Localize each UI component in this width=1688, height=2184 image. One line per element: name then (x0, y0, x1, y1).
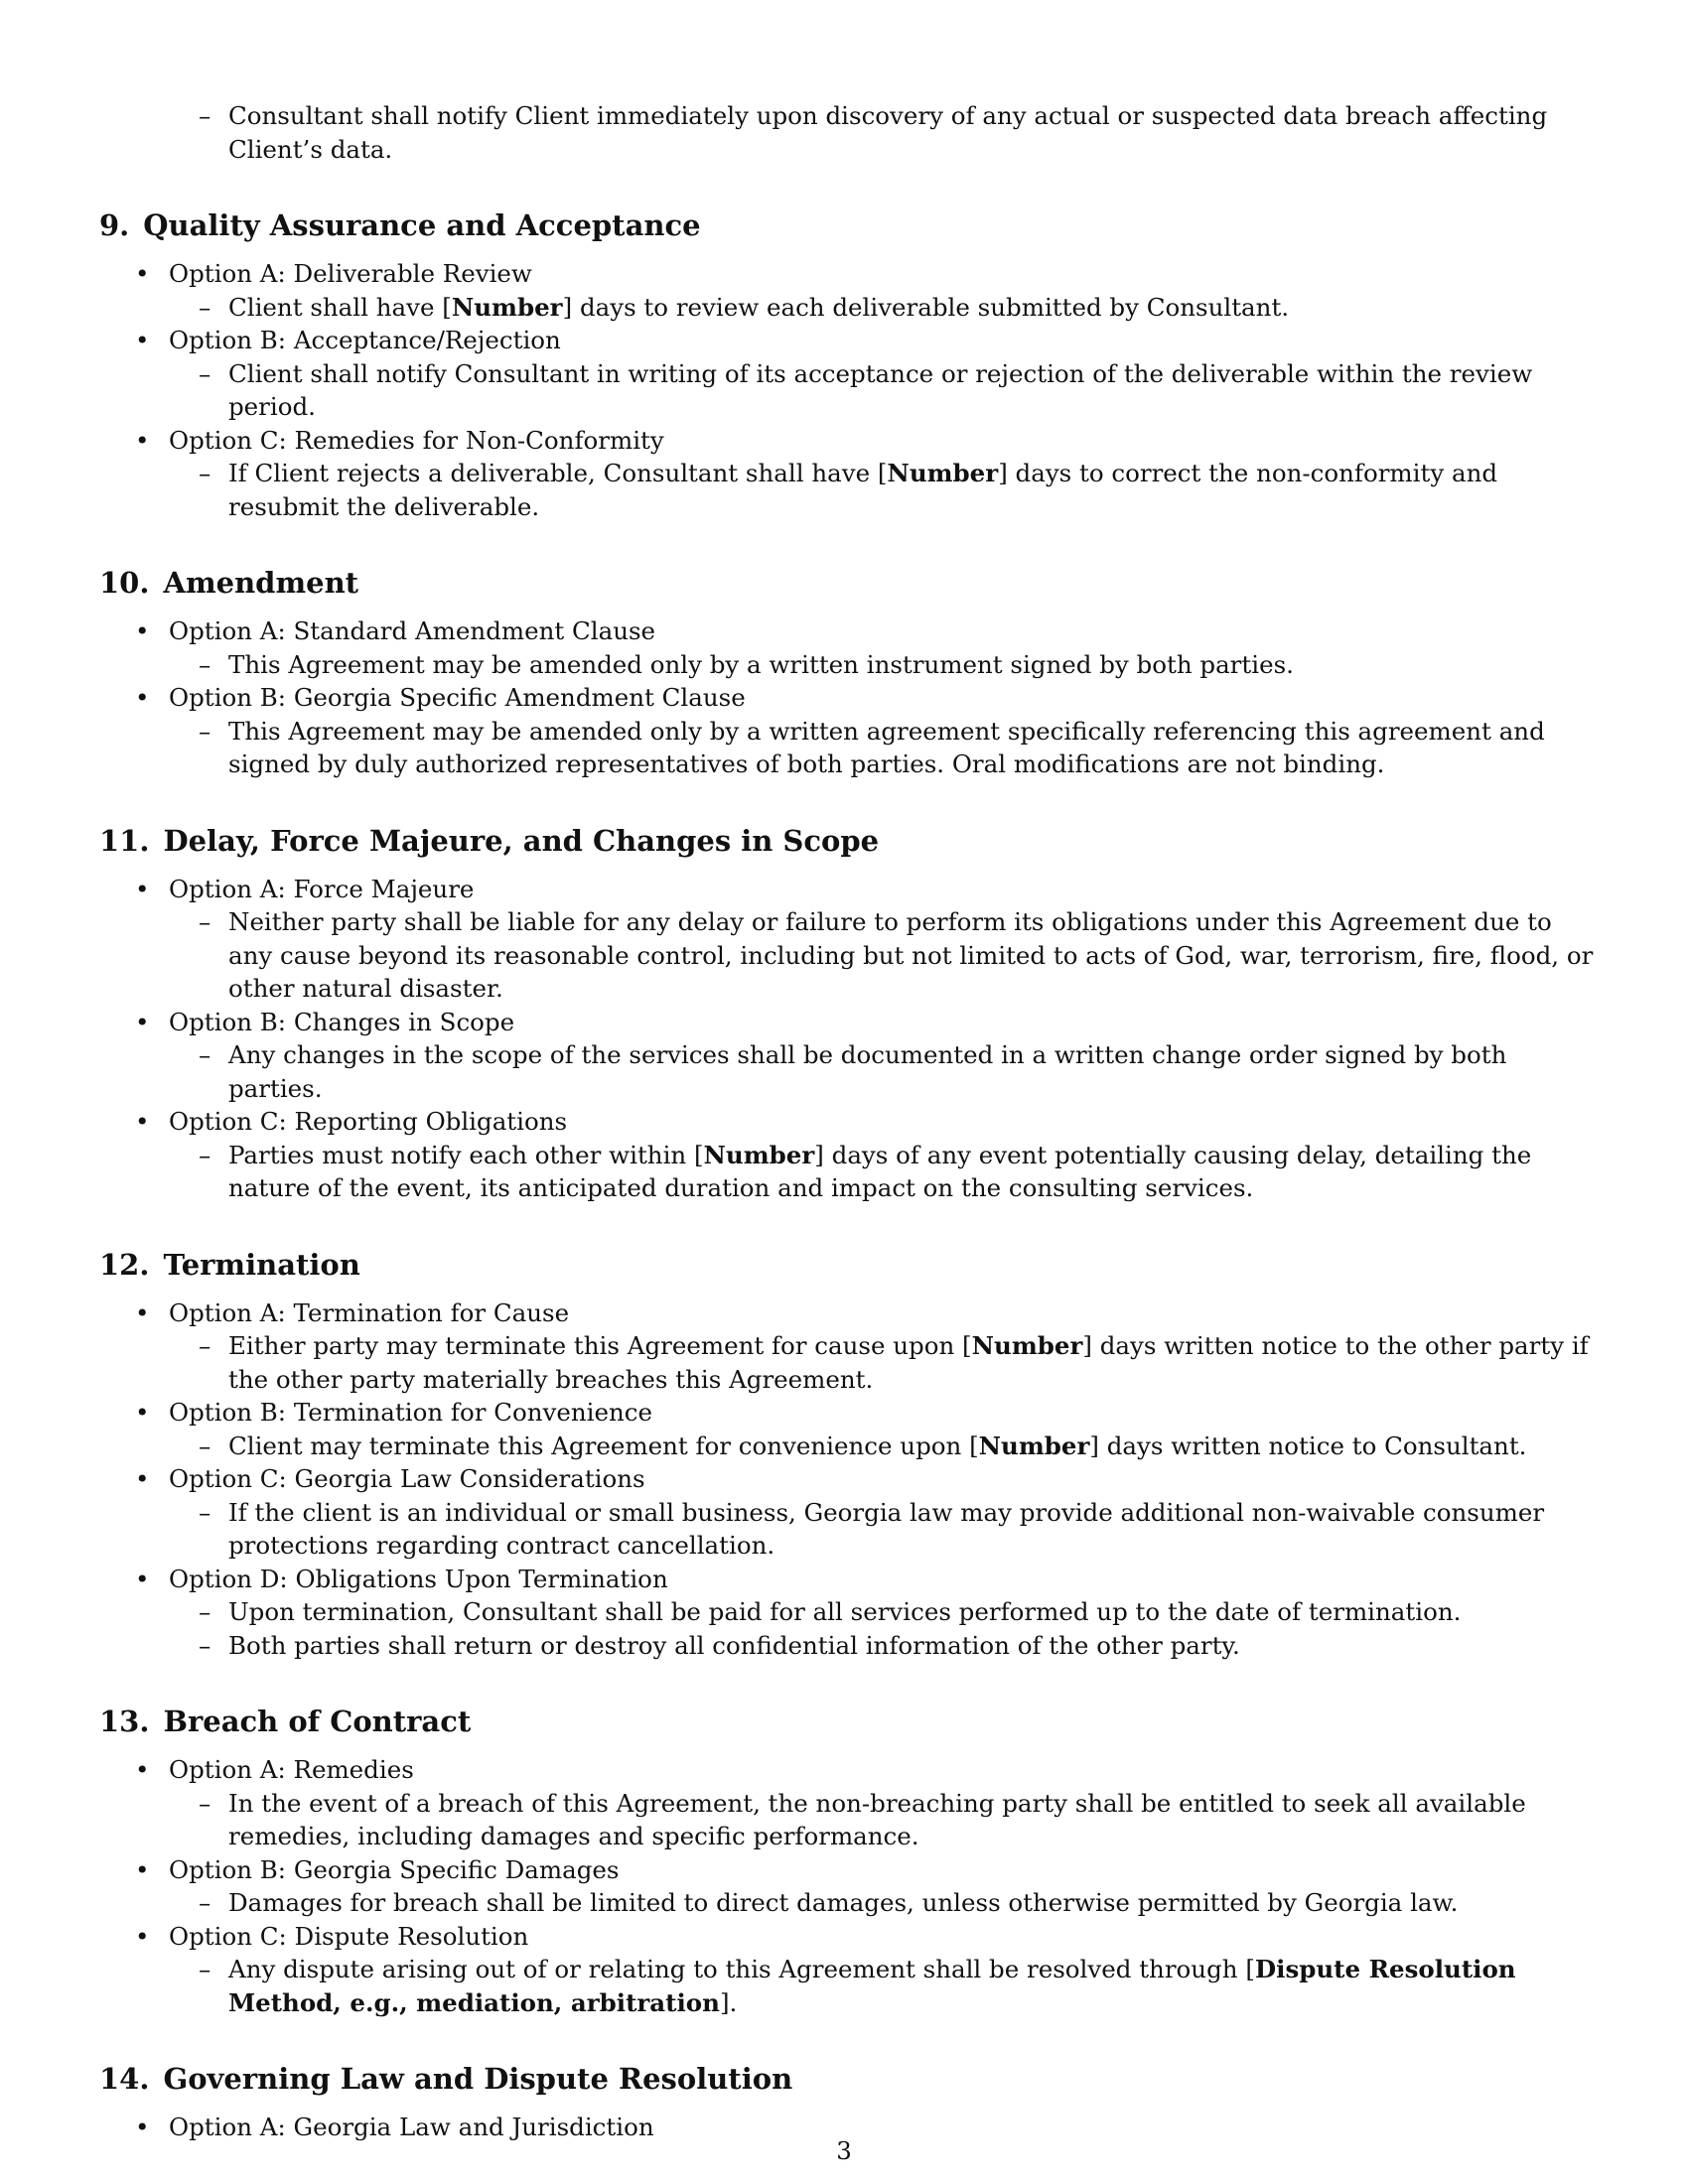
clause-item (169, 291, 1599, 325)
clause-list (169, 457, 1599, 523)
clause-text: Upon termination, Consultant shall be paid for all services performed up to the date of termination. (228, 1597, 1462, 1626)
dash-marker: – (199, 1497, 211, 1527)
clause-text: Parties must notify each other within [ (228, 1140, 704, 1169)
option-label: • Option B: Changes in Scope (169, 1007, 515, 1036)
option-item (99, 1462, 1599, 1563)
option-label: • Option A: Standard Amendment Clause (169, 616, 656, 645)
clause-list (169, 357, 1599, 424)
option-label: • Option B: Termination for Convenience (169, 1398, 652, 1427)
section-heading (99, 1704, 1599, 1739)
dash-marker: – (199, 716, 211, 746)
option-item (99, 1920, 1599, 2020)
clause-item (169, 905, 1599, 1006)
clause-list (169, 905, 1599, 1006)
option-item (99, 324, 1599, 424)
clause-text-continued: ] days to review each deliverable submitted by Consultant. (562, 292, 1290, 322)
option-list (99, 614, 1599, 781)
placeholder-field: Number (451, 292, 563, 322)
clause-text-continued: ]. (719, 1987, 738, 2017)
option-item (99, 1297, 1599, 1397)
clause-item (169, 648, 1599, 682)
list-item (169, 99, 1599, 166)
section-spacer (99, 1662, 1599, 1704)
clause-text: Client shall notify Consultant in writing of its acceptance or rejection of the deliverable within the review period. (228, 358, 1533, 421)
section-title: Quality Assurance and Acceptance (143, 208, 701, 242)
clause-list (169, 1953, 1599, 2019)
clause-list (169, 648, 1599, 682)
option-label: • Option B: Georgia Specific Amendment Clause (169, 683, 746, 712)
dash-marker: – (199, 649, 211, 679)
option-label: • Option C: Remedies for Non-Conformity (169, 425, 664, 455)
clause-item (169, 357, 1599, 424)
clause-text-continued: ] days written notice to Consultant. (1089, 1431, 1527, 1460)
section-number: 10. (99, 566, 150, 600)
option-label: • Option C: Dispute Resolution (169, 1921, 529, 1951)
clause-text: Both parties shall return or destroy all confidential information of the other party. (228, 1630, 1240, 1660)
clause-text-continued: ] days written notice to the other party if the other party materially breaches this Agreement. (228, 1331, 1589, 1394)
option-list (99, 257, 1599, 523)
clause-text: Client shall have [ (228, 292, 452, 322)
clause-list (169, 1496, 1599, 1563)
dash-marker: – (199, 292, 211, 322)
section-spacer (99, 2019, 1599, 2061)
option-label: • Option A: Georgia Law and Jurisdiction (169, 2113, 654, 2141)
clause-item (169, 457, 1599, 523)
section-spacer (99, 1205, 1599, 1247)
clause-list (169, 1430, 1599, 1463)
dash-marker: – (199, 1955, 211, 1983)
section-heading (99, 823, 1599, 859)
dash-marker: – (199, 1788, 211, 1818)
clause-item (169, 1629, 1599, 1663)
dash-marker: – (199, 459, 211, 487)
section-number: 14. (99, 2062, 150, 2096)
section-number: 9. (99, 208, 130, 242)
clause-item (169, 1139, 1599, 1205)
clause-text: Any dispute arising out of or relating to this Agreement shall be resolved through [ (228, 1955, 1255, 1983)
clause-list (169, 1886, 1599, 1920)
section-title: Termination (163, 1247, 360, 1282)
dash-marker: – (199, 1630, 211, 1660)
placeholder-field: Number (703, 1140, 815, 1169)
dash-marker: – (199, 1597, 211, 1626)
clause-list (169, 1329, 1599, 1396)
section-number: 12. (99, 1247, 150, 1282)
clause-list (169, 1038, 1599, 1105)
section-spacer (99, 523, 1599, 565)
clause-text: In the event of a breach of this Agreement, the non-breaching party shall be entitled to seek all available remedies, including damages and specific performance. (228, 1788, 1526, 1850)
page-number: 3 (836, 2136, 852, 2165)
option-item (99, 614, 1599, 681)
clause-text: Neither party shall be liable for any delay or failure to perform its obligations under this Agreement due to any cause beyond its reasonable control, including but not limited to acts of God, war, terrorism, fire, flood, or other natural disaster. (228, 907, 1594, 1003)
clause-list (169, 1787, 1599, 1853)
clause-item (169, 715, 1599, 781)
clause-text: This Agreement may be amended only by a written agreement specifically referencing this agreement and signed by duly authorized representatives of both parties. Oral modifications are not binding. (228, 716, 1545, 778)
option-item (99, 1563, 1599, 1663)
section-number: 11. (99, 823, 150, 858)
clause-list (169, 1139, 1599, 1205)
option-item (99, 1105, 1599, 1205)
section-title: Delay, Force Majeure, and Changes in Scope (163, 823, 880, 858)
clause-item (169, 1595, 1599, 1629)
placeholder-field: Dispute Resolution Method, e.g., mediation, arbitration (228, 1955, 1516, 2017)
clause-item (169, 1329, 1599, 1396)
clause-text-continued: ] days to correct the non-conformity and resubmit the deliverable. (228, 459, 1498, 521)
option-label: • Option B: Acceptance/Rejection (169, 326, 561, 354)
section-heading (99, 2061, 1599, 2097)
option-item (99, 1396, 1599, 1462)
clause-list (169, 291, 1599, 325)
section-title: Amendment (163, 566, 359, 600)
placeholder-field: Number (971, 1331, 1083, 1360)
option-label: • Option D: Obligations Upon Termination (169, 1564, 668, 1593)
option-label: • Option A: Termination for Cause (169, 1297, 570, 1327)
section-title: Breach of Contract (163, 1705, 472, 1738)
option-item (99, 681, 1599, 781)
placeholder-field: Number (887, 459, 999, 487)
document-body (99, 99, 1599, 2144)
option-item (99, 1753, 1599, 1853)
dash-marker: – (199, 1040, 211, 1069)
section-title: Governing Law and Dispute Resolution (163, 2062, 793, 2096)
option-list (99, 1753, 1599, 2019)
option-item (99, 873, 1599, 1006)
option-list (99, 873, 1599, 1205)
section-heading (99, 207, 1599, 243)
sections-container (99, 166, 1599, 2144)
clause-text: If Client rejects a deliverable, Consultant shall have [ (228, 459, 888, 487)
clause-item (169, 1953, 1599, 2019)
clause-item (169, 1886, 1599, 1920)
section-heading (99, 1247, 1599, 1283)
placeholder-field: Number (978, 1431, 1090, 1460)
continuation-text: Consultant shall notify Client immediately upon discovery of any actual or suspected data breach affecting Client’s data. (228, 101, 1548, 164)
dash-marker: – (199, 1431, 211, 1460)
clause-text: Either party may terminate this Agreement for cause upon [ (228, 1331, 972, 1360)
clause-text: If the client is an individual or small business, Georgia law may provide additional non-waivable consumer protections regarding contract cancellation. (228, 1497, 1545, 1560)
option-label: • Option A: Remedies (169, 1755, 414, 1784)
dash-marker: – (199, 1331, 211, 1360)
clause-text-continued: ] days of any event potentially causing delay, detailing the nature of the event, its anticipated duration and impact on the consulting services. (228, 1140, 1532, 1202)
continuation-list (99, 99, 1599, 166)
section-spacer (99, 166, 1599, 207)
option-item (99, 257, 1599, 324)
dash-marker: – (199, 358, 211, 388)
section-spacer (99, 781, 1599, 823)
option-label: • Option A: Deliverable Review (169, 259, 532, 288)
clause-item (169, 1038, 1599, 1105)
clause-item (169, 1787, 1599, 1853)
clause-text: Client may terminate this Agreement for convenience upon [ (228, 1431, 979, 1460)
dash-marker: – (199, 101, 211, 130)
section-number: 13. (99, 1705, 150, 1738)
option-label: • Option C: Reporting Obligations (169, 1107, 568, 1136)
clause-text: Any changes in the scope of the services shall be documented in a written change order signed by both parties. (228, 1040, 1507, 1103)
option-item (99, 1006, 1599, 1106)
dash-marker: – (199, 907, 211, 936)
clause-item (169, 1496, 1599, 1563)
option-label: • Option A: Force Majeure (169, 874, 475, 903)
option-label: • Option C: Georgia Law Considerations (169, 1464, 645, 1493)
option-list (99, 1297, 1599, 1663)
clause-list (169, 715, 1599, 781)
dash-marker: – (199, 1888, 211, 1917)
option-label: • Option B: Georgia Specific Damages (169, 1854, 620, 1884)
option-item (99, 1853, 1599, 1920)
clause-text: This Agreement may be amended only by a written instrument signed by both parties. (228, 649, 1294, 679)
clause-list (169, 1595, 1599, 1662)
clause-text: Damages for breach shall be limited to direct damages, unless otherwise permitted by Georgia law. (228, 1888, 1459, 1917)
option-item (99, 424, 1599, 524)
clause-item (169, 1430, 1599, 1463)
section-heading (99, 565, 1599, 601)
dash-marker: – (199, 1140, 211, 1169)
